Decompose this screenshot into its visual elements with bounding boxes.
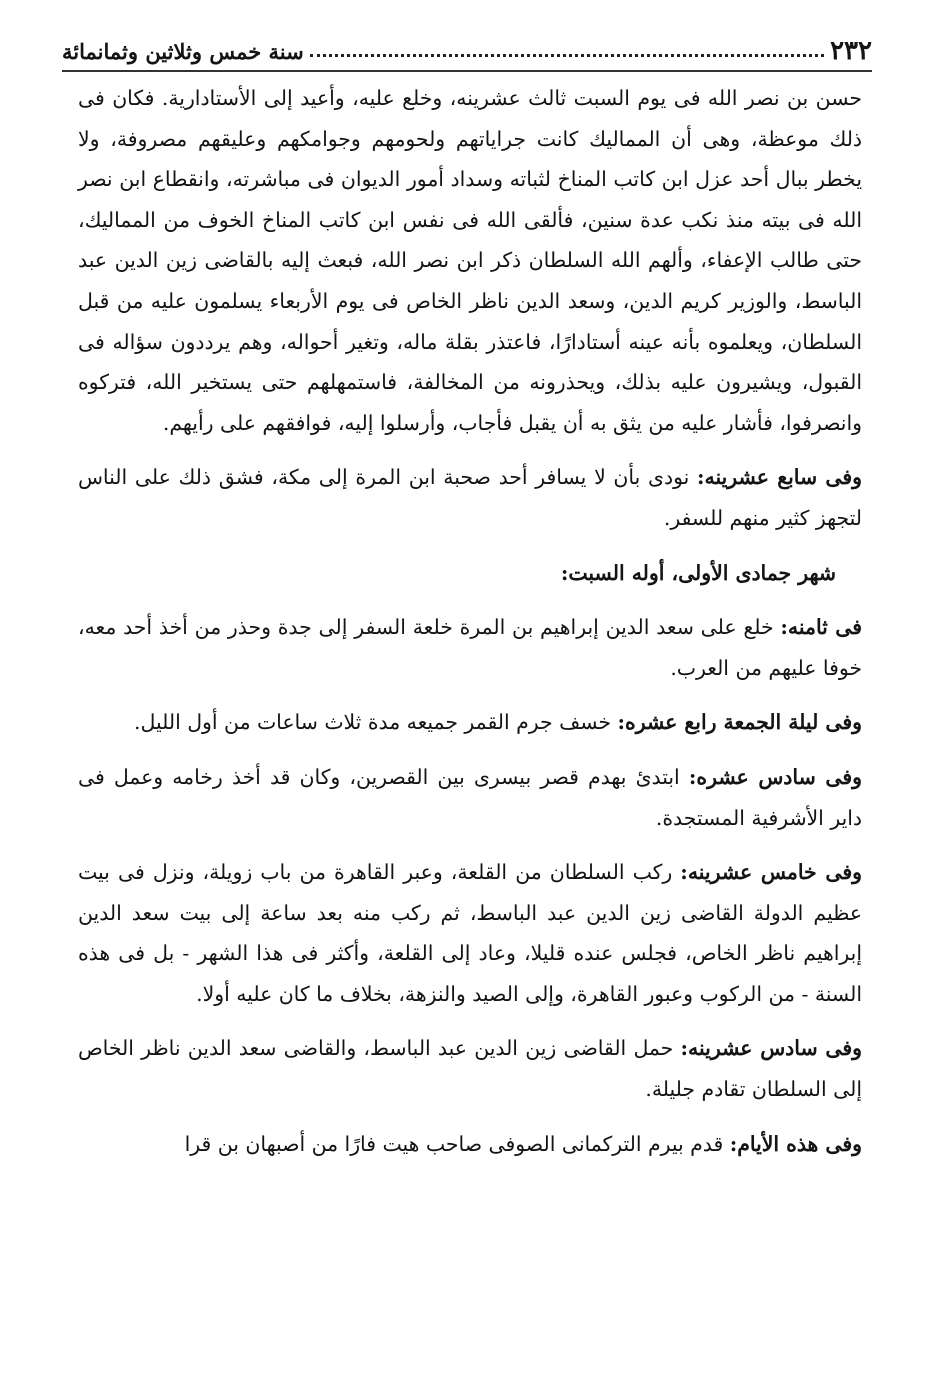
paragraph-entry — [78, 457, 862, 538]
paragraph-entry — [78, 757, 862, 838]
paragraph-text: حمل القاضى زين الدين عبد الباسط، والقاضى سعد الدين ناظر الخاص إلى السلطان تقادم جليلة. — [78, 1036, 862, 1102]
paragraph-entry — [78, 1028, 862, 1109]
header-leader-dots — [310, 54, 824, 57]
paragraph-text: نودى بأن لا يسافر أحد صحبة ابن المرة إلى مكة، فشق ذلك على الناس لتجهز كثير منهم للسفر. — [78, 465, 862, 530]
entry-date-heading: وفى ليلة الجمعة رابع عشره: — [617, 710, 862, 735]
page-body — [78, 78, 862, 1164]
paragraph-entry — [78, 607, 862, 688]
paragraph-text: ابتدئ بهدم قصر بيسرى بين القصرين، وكان قد أخذ رخامه وعمل فى داير الأشرفية المستجدة. — [78, 764, 862, 830]
page-number: ٢٣٢ — [830, 36, 872, 66]
month-heading-text: شهر جمادى الأولى، أوله السبت: — [560, 560, 836, 585]
paragraph-text: خسف جرم القمر جميعه مدة ثلاث ساعات من أول الليل. — [134, 710, 618, 735]
paragraph-continuation — [78, 78, 862, 443]
running-header — [62, 34, 872, 68]
paragraph-text: قدم بيرم التركمانى الصوفى صاحب هيت فارًا من أصبهان بن قرا — [184, 1131, 730, 1156]
paragraph-text: خلع على سعد الدين إبراهيم بن المرة خلعة السفر إلى جدة وحذر من أخذ أحد معه، خوفا عليهم من العرب. — [78, 615, 862, 680]
header-rule — [62, 70, 872, 72]
paragraph-text: ركب السلطان من القلعة، وعبر القاهرة من باب زويلة، ونزل فى بيت عظيم الدولة القاضى زين الدين عبد الباسط، ثم ركب منه بعد ساعة إلى بيت سعد الدين إبراهيم ناظر الخاص، فجلس عنده قليلا، وعاد إلى القلعة، وأكثر فى هذا الشهر - بل فى هذه السنة - من الركوب وعبور القاهرة، وإلى الصيد والنزهة، بخلاف ما كان عليه أولا. — [78, 860, 862, 1006]
entry-date-heading: وفى سادس عشرينه: — [680, 1036, 862, 1061]
entry-date-heading: وفى هذه الأيام: — [729, 1131, 862, 1156]
year-title: سنة خمس وثلاثين وثمانمائة — [62, 38, 304, 64]
entry-date-heading: فى ثامنه: — [780, 615, 863, 640]
entry-date-heading: وفى سابع عشرينه: — [697, 465, 862, 490]
paragraph-text: حسن بن نصر الله فى يوم السبت ثالث عشرينه، وخلع عليه، وأعيد إلى الأستادارية. فكان فى ذلك موعظة، وهى أن المماليك كانت جراياتهم ولحومهم وجوامكهم وعليقهم مصروفة، ولا يخطر ببال أحد عزل ابن كاتب المناخ لثباته وسداد أمور الديوان فى مباشرته، وانقطاع ابن نصر الله فى بيته منذ نكب عدة سنين، فألقى الله فى نفس ابن كاتب المناخ الخوف من المماليك، حتى طالب الإعفاء، وألهم الله السلطان ذكر ابن نصر الله، فبعث إليه بالقاضى زين الدين عبد الباسط، والوزير كريم الدين، وسعد الدين ناظر الخاص فى يوم الأربعاء يسلمون عليه من قبل السلطان، ويعلموه بأنه عينه أستادارًا، فاعتذر بقلة ماله، وتغير أحواله، وهم يرددون سؤاله فى القبول، ويشيرون عليه بذلك، ويحذرونه من المخالفة، فاستمهلهم حتى يستخير الله، فتركوه وانصرفوا، فأشار عليه من يثق به أن يقبل فأجاب، وأرسلوا إليه، فوافقهم على رأيهم. — [78, 86, 862, 435]
month-heading — [78, 553, 836, 594]
entry-date-heading: وفى سادس عشره: — [688, 764, 863, 789]
paragraph-entry — [78, 1124, 862, 1165]
entry-date-heading: وفى خامس عشرينه: — [680, 860, 862, 885]
paragraph-entry — [78, 852, 862, 1014]
paragraph-entry — [78, 702, 862, 743]
